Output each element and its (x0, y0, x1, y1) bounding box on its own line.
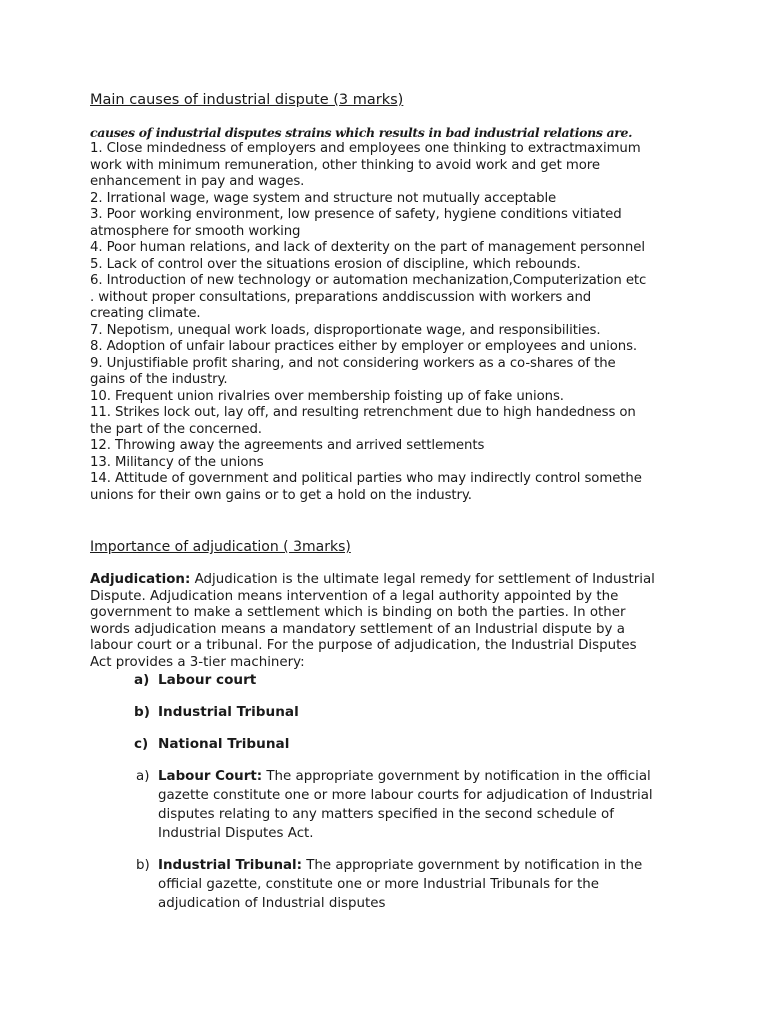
definition-line: gazette constitute one or more labour courts for adjudication of Industrial (158, 788, 653, 803)
cause-line: the part of the concerned. (90, 421, 262, 437)
cause-line: 10. Frequent union rivalries over membership foisting up of fake unions. (90, 388, 564, 404)
tier-marker: c) (134, 736, 149, 752)
definition-term: Industrial Tribunal: (158, 858, 302, 873)
tier-label: Labour court (158, 672, 257, 688)
cause-line: 5. Lack of control over the situations erosion of discipline, which rebounds. (90, 256, 581, 272)
cause-item-3 (90, 207, 690, 240)
cause-line: 11. Strikes lock out, lay off, and resulting retrenchment due to high handedness on (90, 405, 636, 420)
tier-label: National Tribunal (158, 736, 290, 752)
tier-item-labour-court (134, 672, 256, 688)
heading-main-causes: Main causes of industrial dispute (3 marks) (90, 92, 404, 108)
cause-line: 2. Irrational wage, wage system and structure not mutually acceptable (90, 190, 557, 206)
cause-line: work with minimum remuneration, other thinking to avoid work and get more (90, 157, 600, 173)
tier-marker: b) (134, 704, 150, 720)
cause-line: 14. Attitude of government and political parties who may indirectly control somethe (90, 471, 642, 486)
cause-line: 7. Nepotism, unequal work loads, disproportionate wage, and responsibilities. (90, 322, 601, 338)
definition-marker: a) (136, 769, 150, 784)
cause-line: enhancement in pay and wages. (90, 174, 305, 189)
cause-line: gains of the industry. (90, 372, 228, 387)
definition-term: Labour Court: (158, 769, 263, 784)
cause-item-11 (90, 405, 690, 438)
tier-marker: a) (134, 672, 150, 688)
definition-line: Industrial Disputes Act. (158, 826, 314, 841)
adjudication-paragraph (90, 572, 680, 671)
cause-line: atmosphere for smooth working (90, 223, 301, 239)
adjudication-line: labour court or a tribunal. For the purpose of adjudication, the Industrial Disputes (90, 638, 637, 653)
cause-line: . without proper consultations, preparations anddiscussion with workers and (90, 289, 592, 305)
causes-list (90, 141, 690, 504)
adjudication-text: Adjudication is the ultimate legal remedy for settlement of Industrial (190, 572, 655, 587)
definition-industrial-tribunal (136, 856, 696, 913)
tier-item-industrial-tribunal (134, 704, 299, 720)
adjudication-line (90, 572, 680, 589)
definition-text: The appropriate government by notification in the (301, 858, 643, 873)
cause-line: 8. Adoption of unfair labour practices either by employer or employees and unions. (90, 339, 638, 354)
definition-line: adjudication of Industrial disputes (158, 896, 386, 911)
tier-item-national-tribunal (134, 736, 289, 752)
definition-line (158, 856, 696, 875)
cause-item-6 (90, 273, 690, 323)
cause-line: 13. Militancy of the unions (90, 454, 264, 470)
cause-item-13 (90, 455, 690, 472)
cause-line: 6. Introduction of new technology or automation mechanization,Computerization etc (90, 273, 647, 288)
cause-line: 3. Poor working environment, low presence of safety, hygiene conditions vitiated (90, 207, 622, 222)
causes-intro: causes of industrial disputes strains which results in bad industrial relations are. (90, 125, 633, 140)
adjudication-line: Dispute. Adjudication means intervention of a legal authority appointed by the (90, 588, 619, 604)
tier-label: Industrial Tribunal (158, 704, 299, 720)
definition-marker: b) (136, 858, 150, 873)
definition-labour-court (136, 767, 696, 843)
definition-body (158, 767, 696, 843)
cause-item-8 (90, 339, 690, 356)
cause-line: 4. Poor human relations, and lack of dexterity on the part of management personnel (90, 240, 645, 255)
cause-line: creating climate. (90, 306, 201, 321)
adjudication-line: words adjudication means a mandatory settlement of an Industrial dispute by a (90, 621, 625, 637)
adjudication-line: Act provides a 3-tier machinery: (90, 654, 305, 670)
adjudication-line: government to make a settlement which is binding on both the parties. In other (90, 605, 626, 620)
definition-line (158, 767, 696, 786)
definition-line: disputes relating to any matters specified in the second schedule of (158, 807, 614, 822)
cause-item-12 (90, 438, 690, 455)
cause-item-1 (90, 141, 690, 191)
cause-item-10 (90, 389, 690, 406)
cause-item-4 (90, 240, 690, 257)
definition-line: official gazette, constitute one or more Industrial Tribunals for the (158, 877, 599, 892)
cause-item-9 (90, 356, 690, 389)
definition-body (158, 856, 696, 913)
cause-line: 12. Throwing away the agreements and arrived settlements (90, 438, 485, 453)
cause-item-5 (90, 257, 690, 274)
adjudication-term: Adjudication: (90, 572, 191, 587)
cause-line: 1. Close mindedness of employers and employees one thinking to extractmaximum (90, 141, 641, 156)
definition-text: The appropriate government by notification in the official (262, 769, 651, 784)
heading-importance-adjudication: Importance of adjudication ( 3marks) (90, 539, 351, 555)
cause-item-14 (90, 471, 690, 504)
cause-item-2 (90, 191, 690, 208)
cause-item-7 (90, 323, 690, 340)
cause-line: unions for their own gains or to get a hold on the industry. (90, 487, 472, 503)
cause-line: 9. Unjustifiable profit sharing, and not considering workers as a co-shares of the (90, 355, 616, 371)
